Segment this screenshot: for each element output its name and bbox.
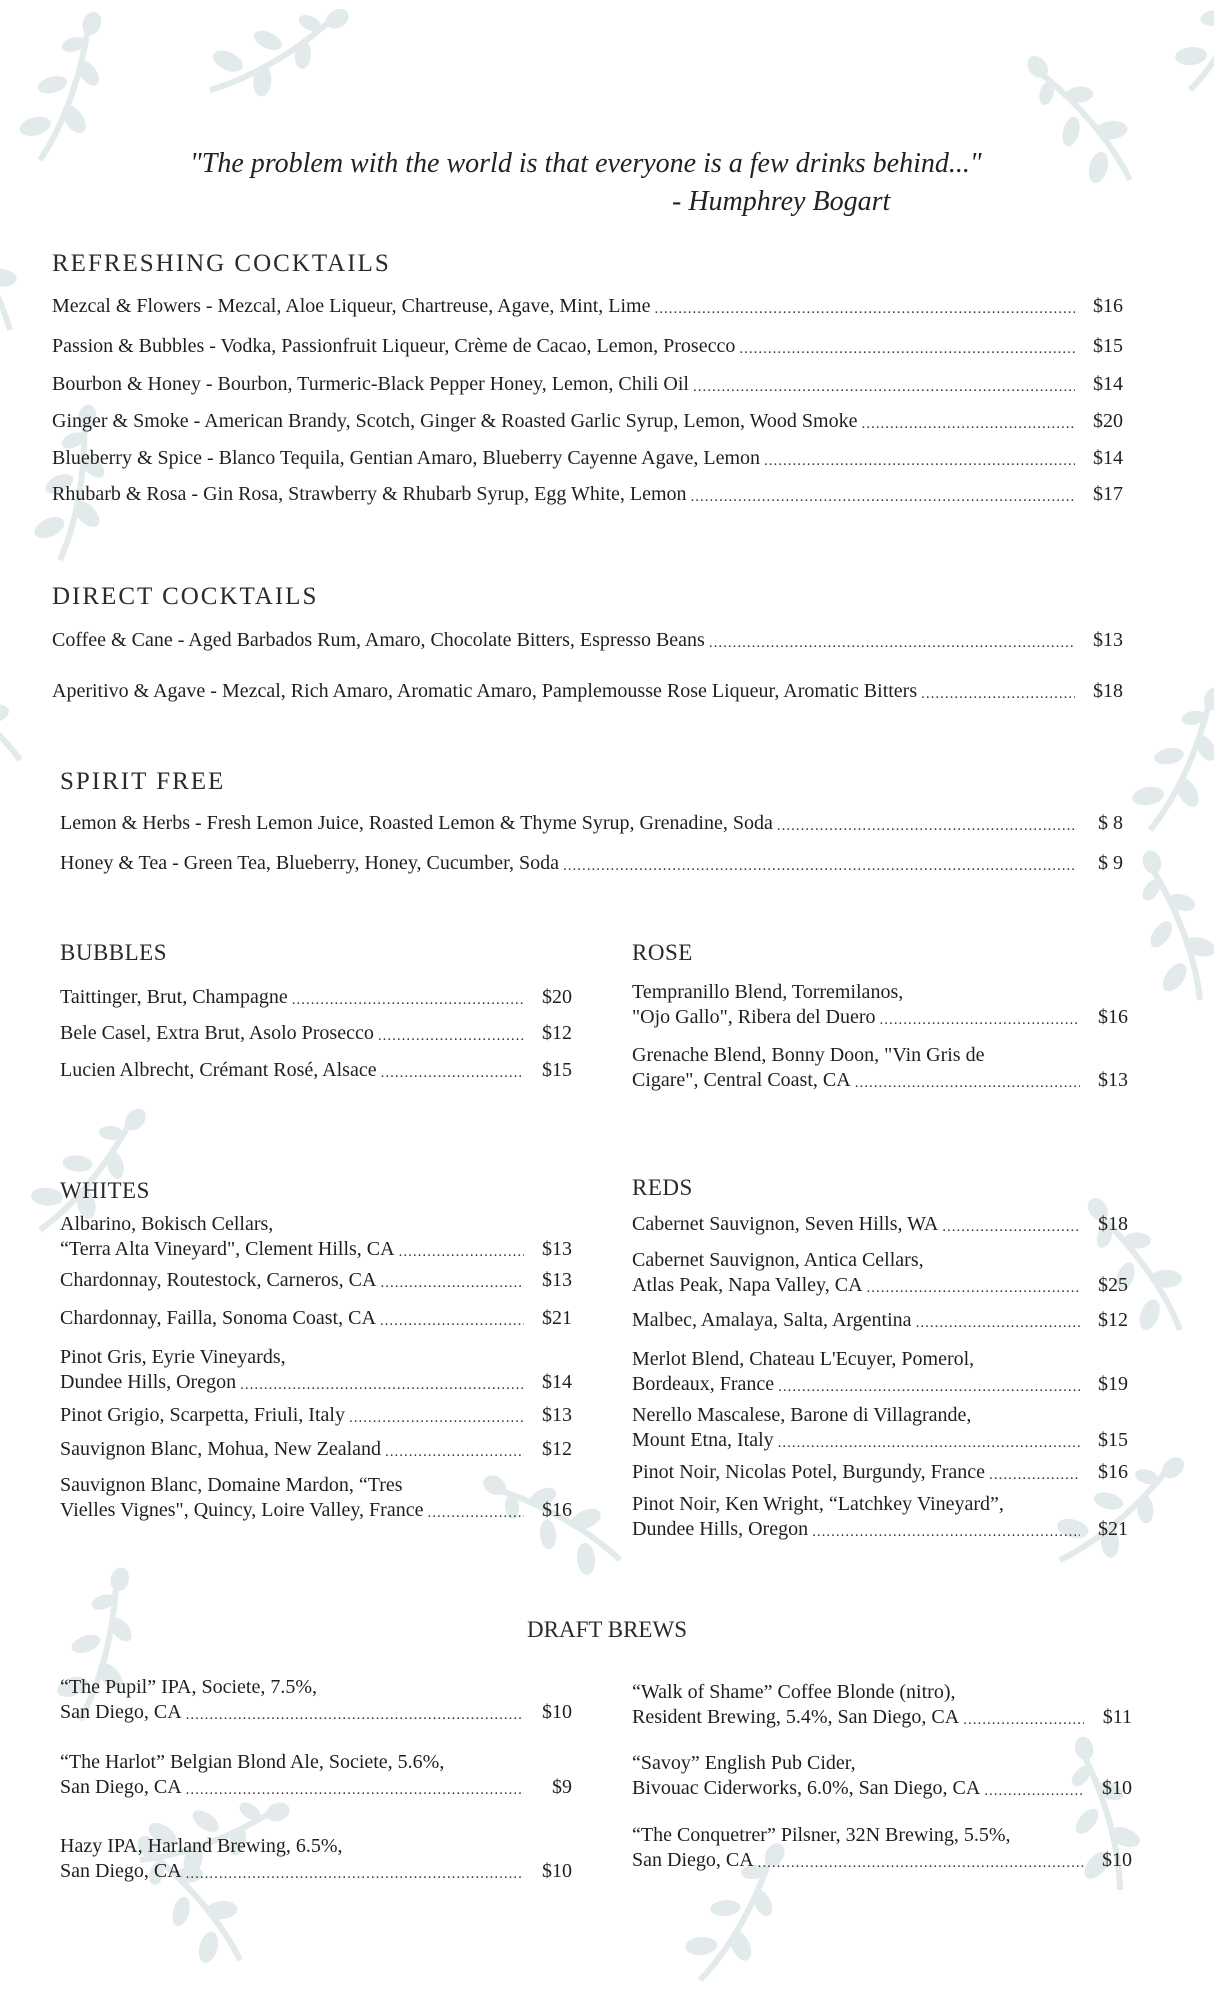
item-name: Coffee & Cane - Aged Barbados Rum, Amaro, Chocolate Bitters, Espresso Beans (52, 629, 705, 651)
leader-dots (427, 1504, 524, 1523)
item-price: $25 (1098, 1274, 1128, 1296)
leader-dots (691, 488, 1075, 507)
item-name-line2: San Diego, CA (632, 1849, 754, 1871)
item-price: $15 (1098, 1429, 1128, 1451)
item-price: $20 (1093, 410, 1123, 432)
leader-dots (380, 1312, 524, 1331)
menu-item (60, 1750, 572, 1800)
leader-dots (693, 378, 1075, 397)
item-name-line2: Dundee Hills, Oregon (632, 1518, 809, 1540)
leader-dots (855, 1074, 1080, 1093)
menu-item (52, 446, 1123, 471)
leader-dots (942, 1218, 1080, 1237)
item-price: $20 (542, 986, 572, 1008)
item-name-line2: San Diego, CA (60, 1701, 182, 1723)
rose-heading: ROSE (632, 940, 693, 965)
menu-item (632, 980, 1128, 1030)
reds-heading: REDS (632, 1175, 693, 1200)
leader-dots (921, 685, 1075, 704)
item-name-line1: Cabernet Sauvignon, Antica Cellars, (632, 1249, 924, 1271)
leader-dots (563, 857, 1075, 876)
leader-dots (186, 1781, 524, 1800)
item-price: $13 (542, 1238, 572, 1260)
item-price: $16 (1098, 1006, 1128, 1028)
item-price: $21 (1098, 1518, 1128, 1540)
menu-item (60, 985, 572, 1010)
refreshing-heading: REFRESHING COCKTAILS (52, 250, 391, 277)
leader-dots (381, 1064, 524, 1083)
item-name: Blueberry & Spice - Blanco Tequila, Gentian Amaro, Blueberry Cayenne Agave, Lemon (52, 447, 761, 469)
item-name: Sauvignon Blanc, Mohua, New Zealand (60, 1438, 382, 1460)
item-price: $12 (1098, 1309, 1128, 1331)
item-name-line1: Sauvignon Blanc, Domaine Mardon, “Tres (60, 1474, 403, 1496)
leader-dots (777, 817, 1075, 836)
item-name: Bourbon & Honey - Bourbon, Turmeric-Black Pepper Honey, Lemon, Chili Oil (52, 373, 689, 395)
item-name-line1: Nerello Mascalese, Barone di Villagrande, (632, 1404, 972, 1426)
menu-item (60, 1345, 572, 1395)
leader-dots (378, 1027, 524, 1046)
leader-dots (764, 452, 1075, 471)
item-name: Ginger & Smoke - American Brandy, Scotch, Ginger & Roasted Garlic Syrup, Lemon, Wood Smoke (52, 410, 858, 432)
leader-dots (349, 1409, 524, 1428)
item-name-line2: Resident Brewing, 5.4%, San Diego, CA (632, 1706, 960, 1728)
item-name-line2: Bivouac Ciderworks, 6.0%, San Diego, CA (632, 1777, 981, 1799)
item-name-line2: Vielles Vignes", Quincy, Loire Valley, France (60, 1499, 424, 1521)
item-price: $16 (1098, 1461, 1128, 1483)
menu-item (60, 1675, 572, 1725)
leader-dots (867, 1279, 1080, 1298)
item-price: $15 (542, 1059, 572, 1081)
menu-item (60, 851, 1123, 876)
item-price: $21 (542, 1307, 572, 1329)
leader-dots (778, 1378, 1080, 1397)
item-name: Aperitivo & Agave - Mezcal, Rich Amaro, Aromatic Amaro, Pamplemousse Rose Liqueur, Aromatic Bitters (52, 680, 918, 702)
item-price: $16 (542, 1499, 572, 1521)
menu-item (60, 1268, 572, 1293)
leader-dots (186, 1706, 524, 1725)
item-name: Bele Casel, Extra Brut, Asolo Prosecco (60, 1022, 374, 1044)
item-name-line1: “Walk of Shame” Coffee Blonde (nitro), (632, 1681, 956, 1703)
leader-dots (778, 1434, 1080, 1453)
item-price: $10 (1102, 1777, 1132, 1799)
item-price: $13 (542, 1269, 572, 1291)
menu-item (632, 1751, 1132, 1801)
item-name-line1: Merlot Blend, Chateau L'Ecuyer, Pomerol, (632, 1348, 975, 1370)
draft-heading: DRAFT BREWS (527, 1617, 687, 1642)
menu-item (632, 1347, 1128, 1397)
item-price: $17 (1093, 483, 1123, 505)
leader-dots (739, 340, 1075, 359)
item-price: $19 (1098, 1373, 1128, 1395)
item-name-line1: “Savoy” English Pub Cider, (632, 1752, 856, 1774)
item-name-line1: “The Conquetrer” Pilsner, 32N Brewing, 5.5%, (632, 1824, 1011, 1846)
item-price: $18 (1093, 680, 1123, 702)
item-name: Chardonnay, Routestock, Carneros, CA (60, 1269, 377, 1291)
item-name-line2: San Diego, CA (60, 1860, 182, 1882)
item-name-line2: Atlas Peak, Napa Valley, CA (632, 1274, 863, 1296)
item-price: $10 (542, 1860, 572, 1882)
item-name-line1: “The Pupil” IPA, Societe, 7.5%, (60, 1676, 318, 1698)
item-name-line1: Albarino, Bokisch Cellars, (60, 1213, 274, 1235)
item-name-line1: Tempranillo Blend, Torremilanos, (632, 981, 904, 1003)
item-price: $12 (542, 1022, 572, 1044)
item-name: Pinot Noir, Nicolas Potel, Burgundy, France (632, 1461, 986, 1483)
item-price: $9 (552, 1776, 572, 1798)
menu-item (632, 1460, 1128, 1485)
menu-item (52, 409, 1123, 434)
spirit-free-heading: SPIRIT FREE (60, 768, 226, 795)
item-name: Lucien Albrecht, Crémant Rosé, Alsace (60, 1059, 377, 1081)
bubbles-heading: BUBBLES (60, 940, 168, 965)
leader-dots (989, 1466, 1080, 1485)
leader-dots (984, 1782, 1084, 1801)
menu-item (52, 372, 1123, 397)
item-price: $12 (542, 1438, 572, 1460)
item-name: Pinot Grigio, Scarpetta, Friuli, Italy (60, 1404, 345, 1426)
item-price: $13 (1098, 1069, 1128, 1091)
menu-item (632, 1248, 1128, 1298)
leader-dots (385, 1443, 524, 1462)
direct-heading: DIRECT COCKTAILS (52, 583, 319, 610)
item-name: Chardonnay, Failla, Sonoma Coast, CA (60, 1307, 376, 1329)
item-name: Malbec, Amalaya, Salta, Argentina (632, 1309, 912, 1331)
menu-item (632, 1212, 1128, 1237)
menu-item (52, 294, 1123, 319)
menu-item (52, 482, 1123, 507)
item-price: $16 (1093, 295, 1123, 317)
leader-dots (240, 1376, 524, 1395)
item-name-line1: Pinot Gris, Eyrie Vineyards, (60, 1346, 286, 1368)
leader-dots (812, 1523, 1080, 1542)
menu-item (60, 1834, 572, 1884)
menu-item (632, 1403, 1128, 1453)
menu-item (632, 1823, 1132, 1873)
leader-dots (292, 991, 524, 1010)
whites-heading: WHITES (60, 1178, 150, 1203)
menu-item (632, 1043, 1128, 1093)
item-name-line1: Pinot Noir, Ken Wright, “Latchkey Vineyard”, (632, 1493, 1004, 1515)
item-price: $11 (1102, 1706, 1132, 1728)
menu-item (52, 628, 1123, 653)
leader-dots (654, 300, 1075, 319)
menu-item (60, 1212, 572, 1262)
leader-dots (861, 415, 1075, 434)
item-name-line2: Bordeaux, France (632, 1373, 775, 1395)
item-name: Cabernet Sauvignon, Seven Hills, WA (632, 1213, 939, 1235)
leader-dots (916, 1314, 1080, 1333)
item-price: $ 8 (1098, 812, 1123, 834)
item-name: Taittinger, Brut, Champagne (60, 986, 288, 1008)
item-price: $10 (542, 1701, 572, 1723)
menu-item (60, 1306, 572, 1331)
leader-dots (399, 1243, 524, 1262)
leader-dots (963, 1711, 1084, 1730)
menu-item (52, 679, 1123, 704)
menu-item (632, 1492, 1128, 1542)
item-name: Honey & Tea - Green Tea, Blueberry, Honey, Cucumber, Soda (60, 852, 560, 874)
leader-dots (758, 1854, 1084, 1873)
leader-dots (186, 1865, 524, 1884)
item-name: Lemon & Herbs - Fresh Lemon Juice, Roasted Lemon & Thyme Syrup, Grenadine, Soda (60, 812, 773, 834)
menu-item (632, 1308, 1128, 1333)
menu-item (60, 1473, 572, 1523)
quote-text: "The problem with the world is that everyone is a few drinks behind..." (190, 148, 982, 179)
item-price: $14 (542, 1371, 572, 1393)
menu-item (52, 334, 1123, 359)
item-name-line2: Dundee Hills, Oregon (60, 1371, 237, 1393)
menu-item (632, 1680, 1132, 1730)
item-name: Mezcal & Flowers - Mezcal, Aloe Liqueur, Chartreuse, Agave, Mint, Lime (52, 295, 651, 317)
item-price: $18 (1098, 1213, 1128, 1235)
item-name-line1: Hazy IPA, Harland Brewing, 6.5%, (60, 1835, 343, 1857)
leader-dots (380, 1274, 524, 1293)
menu-item (60, 1437, 572, 1462)
leader-dots (709, 634, 1075, 653)
menu-item (60, 1021, 572, 1046)
item-name: Rhubarb & Rosa - Gin Rosa, Strawberry & Rhubarb Syrup, Egg White, Lemon (52, 483, 687, 505)
leader-dots (880, 1011, 1081, 1030)
item-name-line2: Cigare", Central Coast, CA (632, 1069, 851, 1091)
item-name-line2: “Terra Alta Vineyard", Clement Hills, CA (60, 1238, 395, 1260)
menu-item (60, 811, 1123, 836)
menu-item (60, 1058, 572, 1083)
menu-item (60, 1403, 572, 1428)
item-price: $14 (1093, 447, 1123, 469)
item-name: Passion & Bubbles - Vodka, Passionfruit Liqueur, Crème de Cacao, Lemon, Prosecco (52, 335, 736, 357)
item-price: $15 (1093, 335, 1123, 357)
quote-author: - Humphrey Bogart (672, 186, 891, 217)
item-price: $13 (1093, 629, 1123, 651)
item-name-line2: San Diego, CA (60, 1776, 182, 1798)
item-price: $10 (1102, 1849, 1132, 1871)
item-name-line2: Mount Etna, Italy (632, 1429, 774, 1451)
item-price: $13 (542, 1404, 572, 1426)
item-price: $ 9 (1098, 852, 1123, 874)
item-name-line1: “The Harlot” Belgian Blond Ale, Societe, 5.6%, (60, 1751, 445, 1773)
item-price: $14 (1093, 373, 1123, 395)
item-name-line1: Grenache Blend, Bonny Doon, "Vin Gris de (632, 1044, 985, 1066)
item-name-line2: "Ojo Gallo", Ribera del Duero (632, 1006, 876, 1028)
